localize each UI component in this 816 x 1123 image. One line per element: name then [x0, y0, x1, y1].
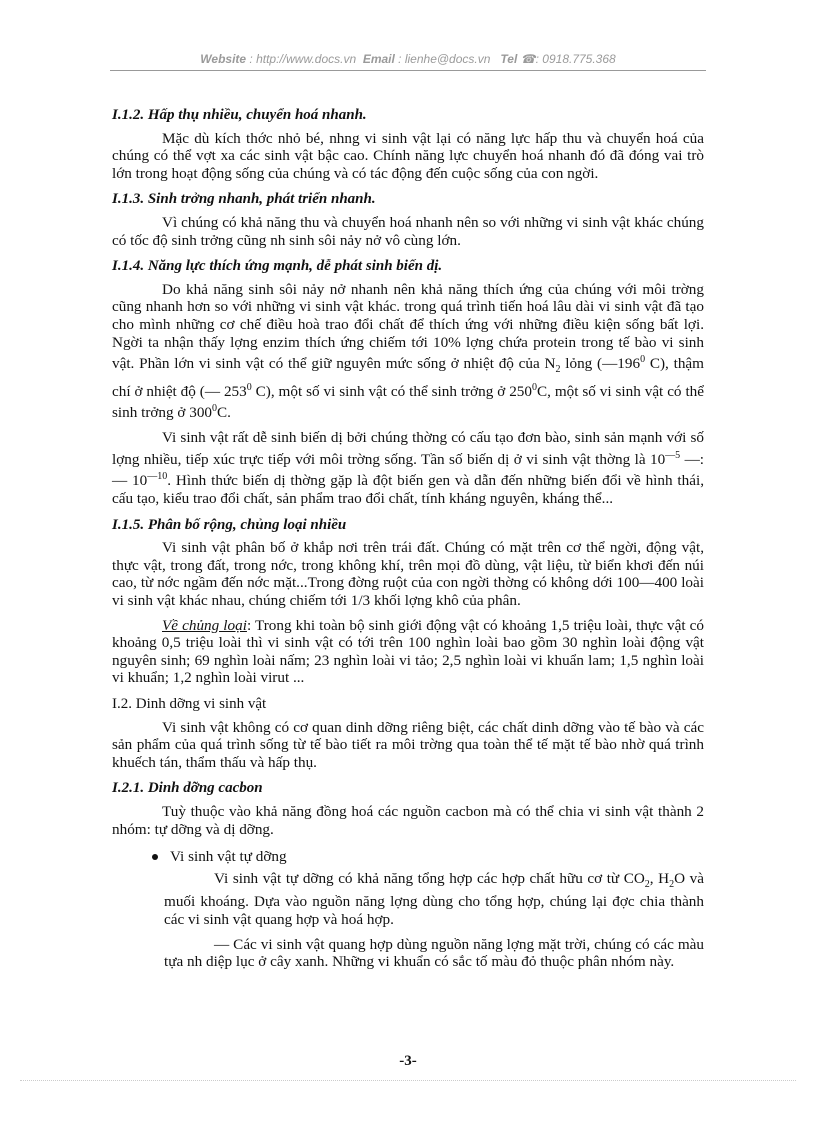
- paragraph: Do khả năng sinh sôi nảy nở nhanh nên khả năng thích ứng của chúng với môi trờng cũng nhanh hơn so với những vi sinh vật khác. trong quá trình tiến hoá lâu dài vi sinh vật đã tạo cho mình những cơ chế điều hoà trao đổi chất để thích ứng với những điều kiện sống bất lợi. Ngời ta nhận thấy lợng enzim thích ứng chiếm tới 10% lợng chứa protein trong tế bào vi sinh vật. Phần lớn vi sinh vật có thể giữ nguyên mức sống ở nhiệt độ của $N_2$ lỏng ($—196^0$ C), thậm chí ở nhiệt độ (— $253^0$ C), một số vi sinh vật có thể sinh trởng ở $250^0C$, một số vi sinh vật có thể sinh trởng ở $300^0C$.: [112, 280, 704, 422]
- page-number: -3-: [399, 1053, 417, 1069]
- species-label: Về chủng loại: [162, 616, 247, 634]
- email-label: Email: [362, 52, 395, 66]
- paragraph: Vi sinh vật tự dỡng có khả năng tổng hợp các hợp chất hữu cơ từ $CO_2$, $H_2O$ và muối khoáng. Dựa vào nguồn năng lợng dùng cho tổng hợp, chúng lại đợc chia thành các vi sinh vật quang hợp và hoá hợp.: [164, 869, 704, 928]
- bullet-item: [152, 848, 704, 866]
- section-heading-1-2: I.2. Dinh dỡng vi sinh vật: [112, 695, 267, 712]
- paragraph: Vi sinh vật phân bố ở khắp nơi trên trái đất. Chúng có mặt trên cơ thể ngời, động vật, thực vật, trong đất, trong nớc, trong không khí, trên mọi đồ dùng, vật liệu, từ biển khơi đến núi cao, từ nớc ngầm đến nớc mặt...Trong đờng ruột của con ngời thờng có không dới 100—400 loài vi sinh vật khác nhau, chúng chiếm tới 1/3 khối lợng khô của phân.: [112, 539, 704, 609]
- tel-number: : 0918.775.368: [535, 52, 616, 66]
- paragraph: Vi sinh vật rất dễ sinh biến dị bởi chúng thờng có cấu tạo đơn bào, sinh sản mạnh với số lợng nhiều, tiếp xúc trực tiếp với môi trờng sống. Tần số biến dị ở vi sinh vật thờng là $10^{—5}$ —:— $10^{—10}$. Hình thức biến dị thờng gặp là đột biến gen và dẫn đến những biến đổi về hình thái, cấu tạo, kiểu trao đổi chất, sản phẩm trao đổi chất, tính kháng nguyên, kháng thể...: [112, 429, 704, 508]
- bullet-label: Vi sinh vật tự dỡng: [170, 848, 287, 866]
- section-heading-1-1-4: I.1.4. Năng lực thích ứng mạnh, dễ phát sinh biến dị.: [112, 258, 443, 275]
- phone-icon: ☎: [520, 52, 536, 66]
- paragraph: Về chủng loại: Trong khi toàn bộ sinh giới động vật có khoảng 1,5 triệu loài, thực vật có khoảng 0,5 triệu loài thì vi sinh vật có tới trên 100 nghìn loài bao gồm 30 nghìn loài động vật nguyên sinh; 69 nghìn loài nấm; 23 nghìn loài vi tảo; 2,5 nghìn loài vi khuẩn lam; 1,5 nghìn loài vi khuẩn; 1,2 nghìn loài virut ...: [112, 616, 704, 687]
- footer-divider: [20, 1080, 796, 1081]
- document-body: [112, 98, 704, 978]
- page-header: [110, 52, 706, 66]
- section-heading-1-1-5: I.1.5. Phân bố rộng, chủng loại nhiều: [112, 516, 347, 533]
- header-divider: [110, 70, 706, 71]
- tel-label: Tel: [500, 52, 518, 66]
- paragraph: Mặc dù kích thớc nhỏ bé, nhng vi sinh vật lại có năng lực hấp thu và chuyển hoá của chúng có thể vợt xa các sinh vật bậc cao. Chính năng lực chuyển hoá nhanh đó đã đóng vai trò lớn trong hoạt động sống của chúng và có tác động đến cuộc sống của con ngời.: [112, 129, 704, 182]
- bullet-icon: [152, 854, 158, 860]
- paragraph: — Các vi sinh vật quang hợp dùng nguồn năng lợng mặt trời, chúng có các màu tựa nh diệp lục ở cây xanh. Những vi khuẩn có sắc tố màu đỏ thuộc phân nhóm này.: [164, 935, 704, 971]
- paragraph: Vi sinh vật không có cơ quan dinh dỡng riêng biệt, các chất dinh dỡng vào tế bào và các sản phẩm của quá trình sống từ tế bào tiết ra môi trờng qua toàn thể tế mặt tế bào nhờ quá trình khuếch tán, thẩm thấu và hấp thụ.: [112, 718, 704, 771]
- section-heading-1-2-1: I.2.1. Dinh dỡng cacbon: [112, 780, 263, 797]
- website-url[interactable]: : http://www.docs.vn: [249, 52, 357, 66]
- section-heading-1-1-2: I.1.2. Hấp thụ nhiều, chuyển hoá nhanh.: [112, 107, 367, 123]
- section-heading-1-1-3: I.1.3. Sinh trởng nhanh, phát triển nhanh.: [112, 191, 376, 208]
- paragraph: Vì chúng có khả năng thu và chuyển hoá nhanh nên so với những vi sinh vật khác chúng có tốc độ sinh trởng cũng nh sinh sôi nảy nở vô cùng lớn.: [112, 213, 704, 249]
- website-label: Website: [200, 52, 247, 66]
- email-address[interactable]: : lienhe@docs.vn: [398, 52, 491, 66]
- paragraph: Tuỳ thuộc vào khả năng đồng hoá các nguồn cacbon mà có thể chia vi sinh vật thành 2 nhóm: tự dỡng và dị dỡng.: [112, 802, 704, 838]
